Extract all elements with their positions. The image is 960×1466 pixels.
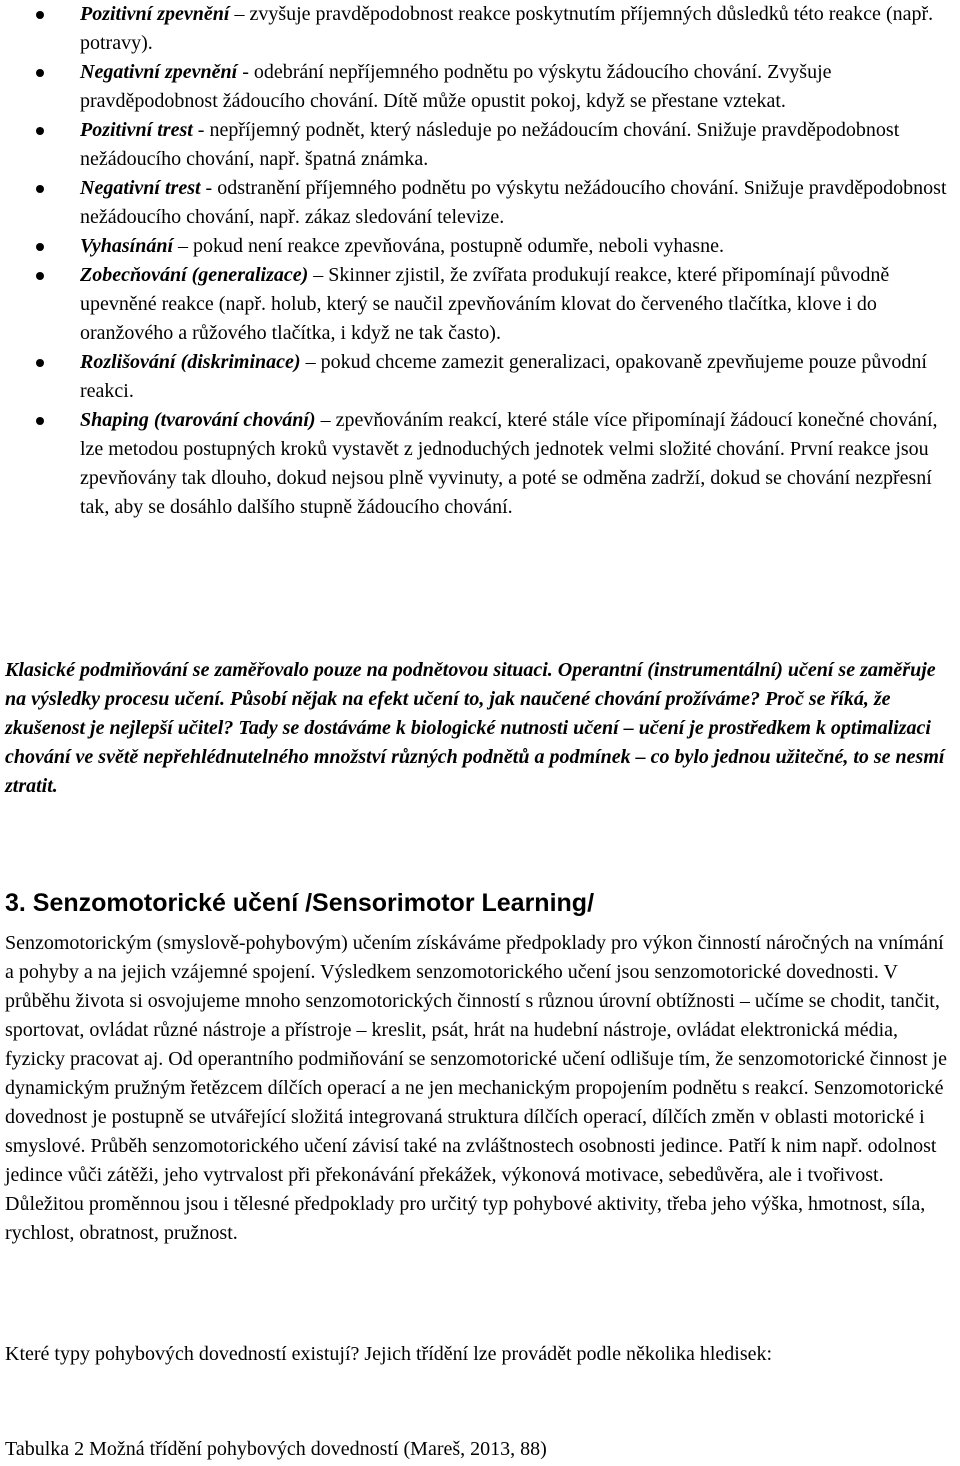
definition-text: – pokud není reakce zpevňována, postupně odumře, neboli vyhasne. [173, 235, 724, 257]
term: Zobecňování (generalizace) [80, 264, 309, 286]
term: Pozitivní trest [80, 119, 193, 141]
question-paragraph: Které typy pohybových dovedností existují? Jejich třídění lze provádět podle několika hledisek: [5, 1343, 773, 1365]
list-item [0, 0, 960, 58]
term: Vyhasínání [80, 235, 173, 257]
term: Negativní trest [80, 177, 201, 199]
term: Rozlišování (diskriminace) [80, 351, 301, 373]
definition-text: – Skinner zjistil, že zvířata produkují reakce, které připomínají původně upevněné reakce (např. holub, který se naučil zpevňováním klovat do červeného tlačítka, klove i do oranžového a růžového tlačítka, i když ne tak často). [80, 264, 890, 344]
bullet-icon [36, 272, 44, 280]
bullet-icon [36, 185, 44, 193]
section-heading: 3. Senzomotorické učení /Sensorimotor Learning/ [5, 889, 595, 917]
term: Negativní zpevnění [80, 61, 238, 83]
definition-text: - odstranění příjemného podnětu po výskytu nežádoucího chování. Snižuje pravděpodobnost nežádoucího chování, např. zákaz sledování televize. [80, 177, 947, 228]
list-item [0, 261, 960, 348]
list-item [0, 406, 960, 522]
bullet-icon [36, 359, 44, 367]
definition-text: - nepříjemný podnět, který následuje po nežádoucím chování. Snižuje pravděpodobnost nežádoucího chování, např. špatná známka. [80, 119, 900, 170]
definition-text: – zvyšuje pravděpodobnost reakce poskytnutím příjemných důsledků této reakce (např. potravy). [80, 3, 934, 54]
definition-list [0, 0, 960, 522]
definition-text: - odebrání nepříjemného podnětu po výskytu žádoucího chování. Zvyšuje pravděpodobnost žádoucího chování. Dítě může opustit pokoj, když se přestane vztekat. [80, 61, 832, 112]
table-caption: Tabulka 2 Možná třídění pohybových dovedností (Mareš, 2013, 88) [5, 1438, 547, 1460]
term: Pozitivní zpevnění [80, 3, 230, 25]
definition-text: – zpevňováním reakcí, které stále více připomínají žádoucí konečné chování, lze metodou postupných kroků vystavět z jednoduchých jednotek velmi složité chování. První reakce jsou zpevňovány tak dlouho, dokud nejsou plně vyvinuty, a poté se odměna zadrží, dokud se chování nezpřesní tak, aby se dosáhlo dalšího stupně žádoucího chování. [80, 409, 938, 518]
bullet-icon [36, 127, 44, 135]
list-item [0, 232, 960, 261]
bullet-icon [36, 11, 44, 19]
term: Shaping (tvarování chování) [80, 409, 316, 431]
list-item [0, 174, 960, 232]
list-item [0, 348, 960, 406]
bullet-icon [36, 69, 44, 77]
bullet-icon [36, 243, 44, 251]
summary-paragraph: Klasické podmiňování se zaměřovalo pouze na podnětovou situaci. Operantní (instrumentální) učení se zaměřuje na výsledky procesu učení. Působí nějak na efekt učení to, jak naučené chování prožíváme? Proč se říká, že zkušenost je nejlepší učitel? Tady se dostáváme k biologické nutnosti učení – učení je prostředkem k optimalizaci chování ve světě nepřehlédnutelného množství různých podnětů a podmínek – co bylo jednou užitečné, to se nesmí ztratit. [5, 659, 945, 797]
list-item [0, 58, 960, 116]
bullet-icon [36, 417, 44, 425]
definition-text: – pokud chceme zamezit generalizaci, opakovaně zpevňujeme pouze původní reakci. [80, 351, 927, 402]
list-item [0, 116, 960, 174]
body-paragraph: Senzomotorickým (smyslově-pohybovým) učením získáváme předpoklady pro výkon činností náročných na vnímání a pohyby a na jejich vzájemné spojení. Výsledkem senzomotorického učení jsou senzomotorické dovednosti. V průběhu života si osvojujeme mnoho senzomotorických činností s různou úrovní obtížnosti – učíme se chodit, tančit, sportovat, ovládat různé nástroje a přístroje – kreslit, psát, hrát na hudební nástroje, ovládat elektronická média, fyzicky pracovat aj. Od operantního podmiňování se senzomotorické učení odlišuje tím, že senzomotorické činnost je dynamickým pružným řetězcem dílčích operací a ne jen mechanickým propojením podnětu s reakcí. Senzomotorické dovednost je postupně se utvářející složitá integrovaná struktura dílčích operací, dílčích změn v oblasti motorické i smyslové. Průběh senzomotorického učení závisí také na zvláštnostech osobnosti jedince. Patří k nim např. odolnost jedince vůči zátěži, jeho vytrvalost při překonávání překážek, výkonová motivace, sebedůvěra, ale i tvořivost. Důležitou proměnnou jsou i tělesné předpoklady pro určitý typ pohybové aktivity, třeba jeho výška, hmotnost, síla, rychlost, obratnost, pružnost. [5, 932, 947, 1244]
